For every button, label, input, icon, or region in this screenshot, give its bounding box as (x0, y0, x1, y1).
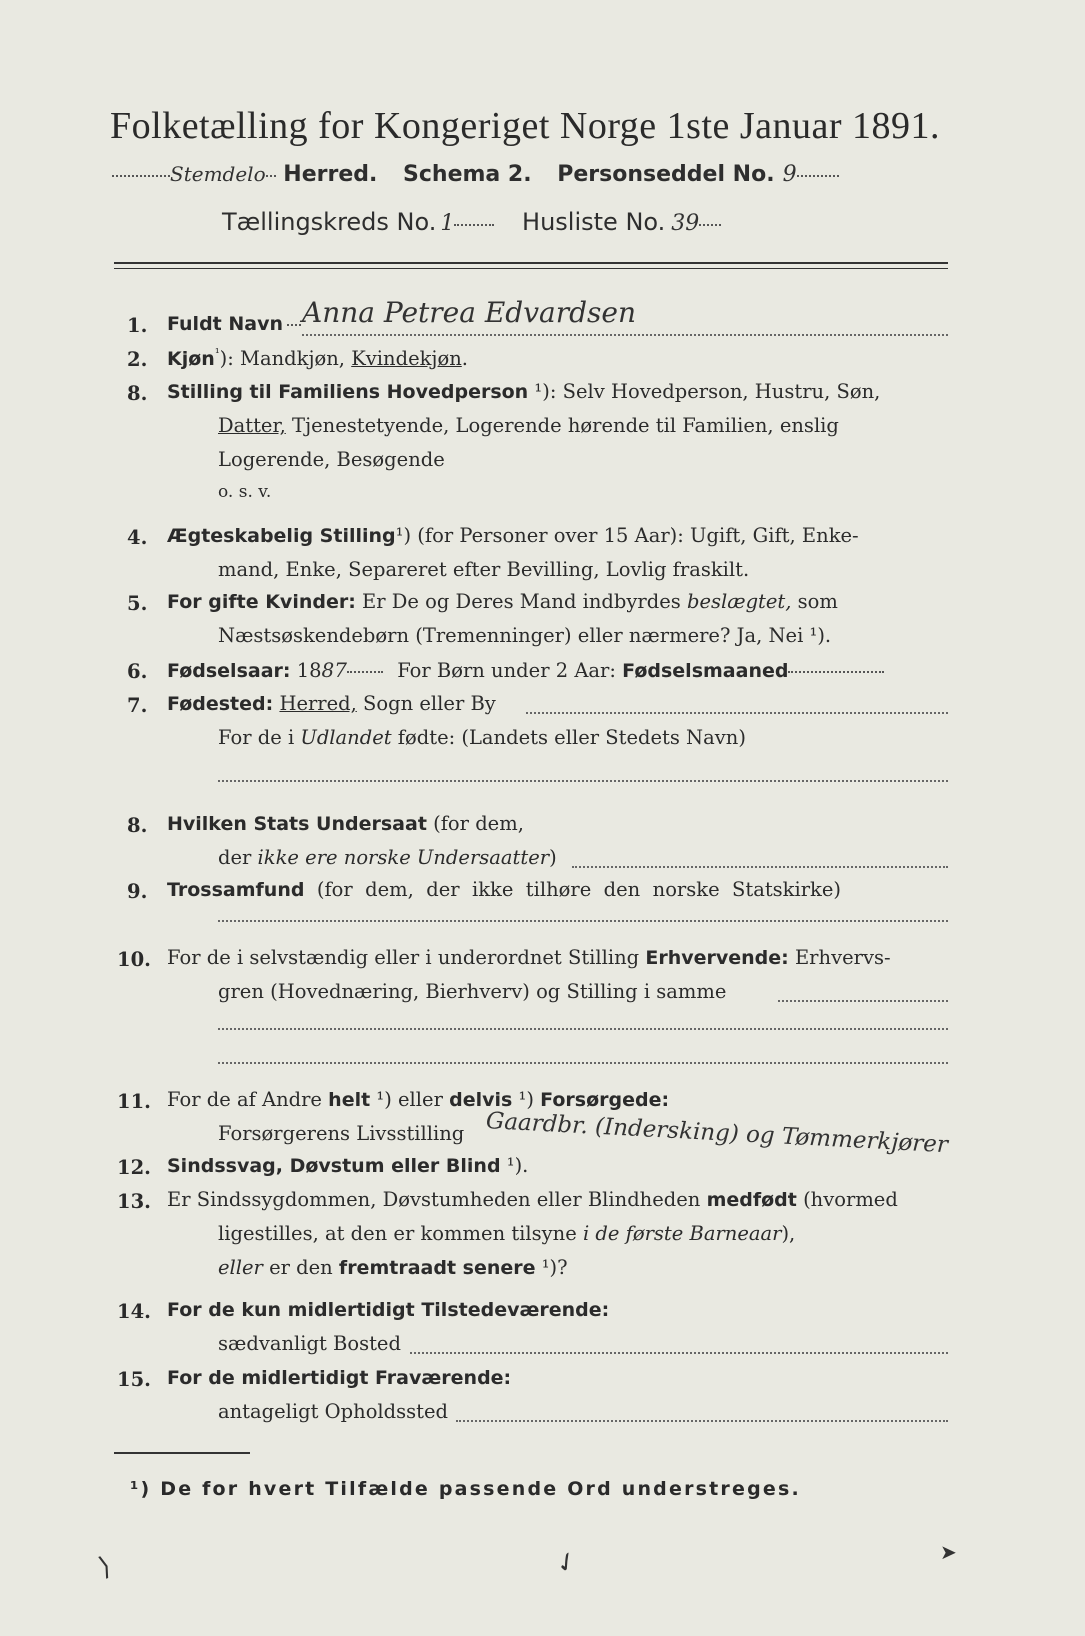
q9-label: Trossamfund (167, 879, 305, 901)
q6-leader-end (788, 671, 884, 673)
q12-label: Sindssvag, Døvstum eller Blind (167, 1155, 501, 1177)
q15-label: For de midlertidigt Fraværende: (167, 1367, 512, 1389)
q13-number: 13. (117, 1190, 151, 1213)
q10-extra-line2 (218, 1062, 948, 1064)
q4-line1 (167, 524, 859, 547)
q7-text2b: fødte: (Landets eller Stedets Navn) (391, 726, 746, 749)
q12-text: ¹). (500, 1154, 529, 1177)
q8-line2 (218, 846, 557, 869)
kreds-row (222, 208, 721, 236)
schema-label: Schema 2. (403, 162, 532, 187)
q5-end: som (791, 590, 838, 613)
q10-erhvervende: Erhvervende: (645, 947, 789, 969)
personseddel-label: Personseddel No. (557, 162, 775, 187)
personseddel-value: 9 (782, 162, 797, 187)
q7-text2a: For de i (218, 726, 301, 749)
q12-number: 12. (117, 1156, 151, 1179)
q11-delvis: delvis (449, 1089, 513, 1111)
kreds-leader (454, 224, 494, 226)
q13-text3a: er den (262, 1256, 339, 1279)
q13-medfodt: medfødt (706, 1189, 797, 1211)
q15-number: 15. (117, 1368, 151, 1391)
q11-number: 11. (117, 1090, 151, 1113)
q13-text1a: Er Sindssygdommen, Døvstumheden eller Blindheden (167, 1188, 707, 1211)
q4-line2: mand, Enke, Separeret efter Bevilling, Lovlig fraskilt. (218, 558, 750, 581)
personseddel-leader (797, 175, 839, 177)
header-rule-bottom (114, 268, 948, 269)
q10-extra-line1 (218, 1028, 948, 1030)
q7-herred: Herred, (279, 692, 357, 715)
q5-label: For gifte Kvinder: (167, 591, 356, 613)
q7-extra-line (218, 780, 948, 782)
q5-text1: Er De og Deres Mand indbyrdes (355, 590, 687, 613)
herred-label: Herred. (283, 162, 378, 187)
q10-line2: gren (Hovednæring, Bierhverv) og Stilling i samme (218, 980, 727, 1003)
q10-number: 10. (117, 948, 151, 971)
q13-line2 (218, 1222, 795, 1245)
q3-line1 (167, 380, 880, 403)
q7-answer-line (526, 712, 948, 714)
q14-answer-line (410, 1352, 948, 1354)
q7-line1 (167, 692, 496, 715)
q15-line2: antageligt Opholdssted (218, 1400, 449, 1423)
q11-line1 (167, 1088, 669, 1111)
q8-line1 (167, 812, 524, 835)
q7-text1: Sogn eller By (356, 692, 496, 715)
kreds-label: Tællingskreds No. (222, 208, 437, 236)
q1-leader (287, 324, 301, 326)
q1-row (167, 312, 301, 335)
q7-number: 7. (127, 694, 148, 717)
q9-number: 9. (127, 880, 148, 903)
q13-text2b: ), (781, 1222, 796, 1245)
q13-text1b: (hvormed (796, 1188, 898, 1211)
q1-answer-line (302, 334, 948, 336)
q10-text1a: For de i selvstændig eller i underordnet Stilling (167, 946, 646, 969)
q10-answer-line (778, 1000, 948, 1002)
q2-number: 2. (127, 348, 148, 371)
herred-value: Stemdelo (170, 162, 266, 186)
q4-label: Ægteskabelig Stilling (167, 525, 396, 547)
pencil-mark-left: ⟩ (95, 1551, 115, 1583)
q6-row (167, 658, 884, 682)
q2-row (167, 346, 468, 370)
q4-number: 4. (127, 526, 148, 549)
q3-line3: Logerende, Besøgende (218, 448, 445, 471)
q1-label: Fuldt Navn (167, 313, 284, 335)
q6-value: 87 (321, 658, 347, 682)
husliste-label: Husliste No. (522, 208, 666, 236)
q2-kvindekjon: Kvindekjøn (351, 347, 462, 370)
form-title: Folketælling for Kongeriget Norge 1ste Januar 1891. (110, 105, 941, 147)
q14-number: 14. (117, 1300, 151, 1323)
q7-udlandet: Udlandet (300, 726, 392, 749)
q13-senere: fremtraadt senere (338, 1257, 536, 1279)
q3-text1: ¹): Selv Hovedperson, Hustru, Søn, (534, 380, 881, 403)
q13-barneaar: i de første Barneaar (582, 1222, 782, 1245)
q13-text2a: ligestilles, at den er kommen tilsyne (218, 1222, 583, 1245)
q15-line1 (167, 1366, 511, 1389)
q8-text2a: der (218, 846, 258, 869)
q3-datter: Datter, (218, 414, 286, 437)
q13-line3 (218, 1256, 568, 1279)
q8-number: 8. (127, 814, 148, 837)
husliste-leader (699, 224, 721, 226)
pencil-mark-right: ➤ (940, 1540, 957, 1564)
q11-text1c: ¹) (512, 1088, 541, 1111)
q5-line1 (167, 590, 838, 613)
q3-line2 (218, 414, 839, 437)
q8-label: Hvilken Stats Undersaat (167, 813, 427, 835)
q6-text: For Børn under 2 Aar: (397, 659, 623, 682)
q5-number: 5. (127, 592, 148, 615)
q11-value: Gaardbr. (Indersking) og Tømmerkjører (485, 1108, 949, 1159)
q11-line2: Forsørgerens Livsstilling (218, 1122, 465, 1145)
q14-label: For de kun midlertidigt Tilstedeværende: (167, 1299, 610, 1321)
q11-helt: helt (328, 1089, 371, 1111)
q1-number: 1. (127, 314, 148, 337)
q3-label: Stilling til Familiens Hovedperson (167, 381, 529, 403)
q3-line4: o. s. v. (218, 482, 272, 502)
q13-eller: eller (218, 1256, 263, 1279)
q6-prefix: 18 (296, 659, 322, 682)
q9-answer-line (218, 920, 948, 922)
q8-italic: ikke ere norske Undersaatter (257, 846, 550, 869)
q15-answer-line (456, 1420, 948, 1422)
q1-value: Anna Petrea Edvardsen (302, 296, 636, 329)
q11-text1a: For de af Andre (167, 1088, 329, 1111)
q2-label: Kjøn (167, 348, 215, 370)
kreds-value: 1 (440, 211, 455, 236)
q9-row (167, 878, 841, 901)
herred-leader-end (266, 175, 276, 177)
q8-answer-line (572, 866, 948, 868)
q10-text1b: Erhvervs- (788, 946, 891, 969)
q9-text: (for dem, der ikke tilhøre den norske Statskirke) (304, 878, 842, 901)
q10-line1 (167, 946, 891, 969)
q2-sup: ¹ (214, 346, 220, 360)
q5-line2: Næstsøskendebørn (Tremenninger) eller nærmere? Ja, Nei ¹). (218, 624, 832, 647)
herred-row (112, 162, 839, 187)
q3-text2: Tjenestetyende, Logerende hørende til Familien, enslig (285, 414, 839, 437)
q4-text1: ¹) (for Personer over 15 Aar): Ugift, Gift, Enke- (395, 524, 859, 547)
q14-line1 (167, 1298, 609, 1321)
q13-text3b: ¹)? (535, 1256, 568, 1279)
q7-line2 (218, 726, 746, 749)
header-rule-top (114, 262, 948, 264)
pencil-mark-center: ✓ (549, 1544, 584, 1582)
q13-line1 (167, 1188, 898, 1211)
q2-end: . (461, 347, 468, 370)
q5-beslaegtet: beslægtet, (686, 590, 792, 613)
q14-line2: sædvanligt Bosted (218, 1332, 401, 1355)
q6-fodselsmaaned: Fødselsmaaned (622, 660, 789, 682)
footnote: ¹) De for hvert Tilfælde passende Ord understreges. (130, 1478, 801, 1500)
q2-text: ): Mandkjøn, (219, 347, 352, 370)
q6-label: Fødselsaar: (167, 660, 291, 682)
q11-forsorgede: Forsørgede: (540, 1089, 670, 1111)
herred-leader (112, 175, 170, 177)
q7-label: Fødested: (167, 693, 274, 715)
q8-text2b: ) (549, 846, 557, 869)
q3-number: 8. (127, 382, 148, 405)
footnote-rule (114, 1452, 250, 1454)
q6-number: 6. (127, 660, 148, 683)
q11-text1b: ¹) eller (370, 1088, 450, 1111)
q12-row (167, 1154, 528, 1177)
q8-text1: (for dem, (426, 812, 524, 835)
husliste-value: 39 (671, 211, 700, 236)
q6-leader (347, 671, 383, 673)
